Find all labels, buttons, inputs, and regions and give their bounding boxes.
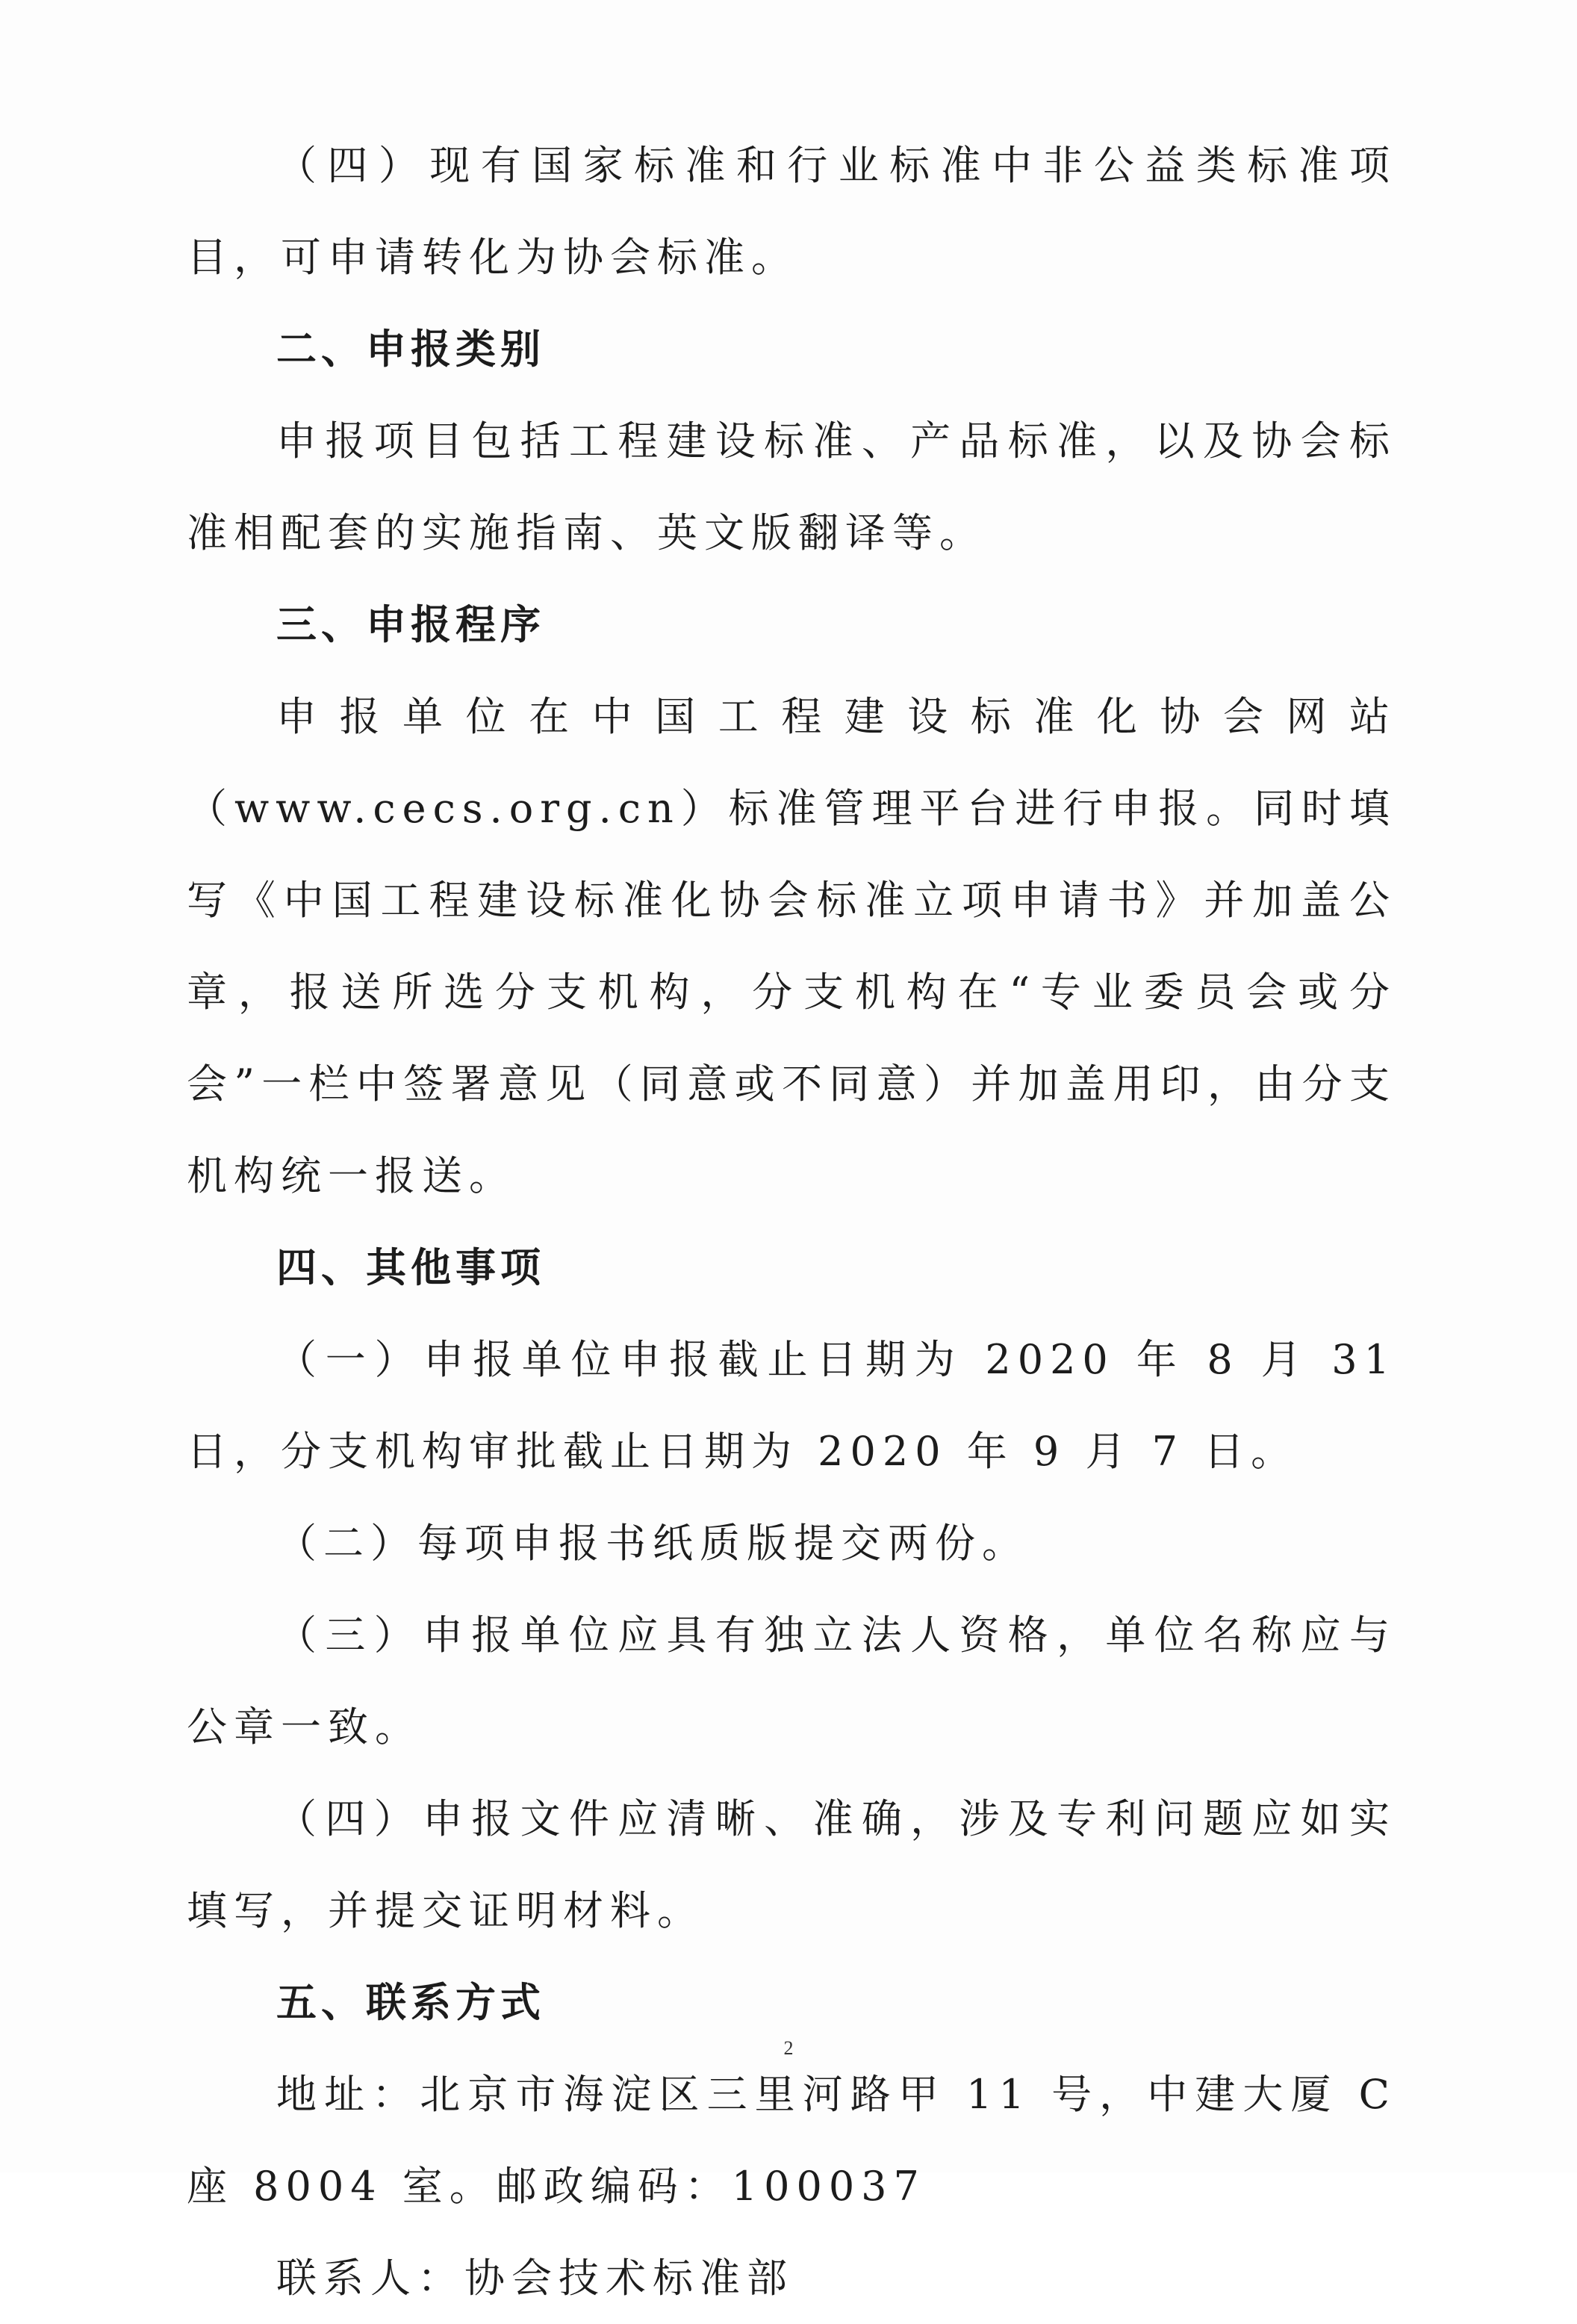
page-number: 2: [783, 2037, 794, 2059]
section-heading-application-procedure: 三、申报程序: [276, 601, 545, 648]
paragraph-item-4-standards-conversion: （四）现有国家标准和行业标准中非公益类标准项目，可申请转化为协会标准。: [187, 142, 1396, 281]
paragraph-paper-copies: （二）每项申报书纸质版提交两份。: [276, 1520, 1029, 1567]
paragraph-legal-entity: （三）申报单位应具有独立法人资格，单位名称应与公章一致。: [187, 1612, 1396, 1750]
paragraph-address: 地址：北京市海淀区三里河路甲 11 号，中建大厦 C 座 8004 室。邮政编码：100037: [187, 2071, 1396, 2210]
paragraph-documents-patents: （四）申报文件应清晰、准确，涉及专利问题应如实填写，并提交证明材料。: [187, 1795, 1396, 1934]
document-body: [187, 119, 1396, 2324]
paragraph-application-procedure: 申报单位在中国工程建设标准化协会网站（www.cecs.org.cn）标准管理平台进行申报。同时填写《中国工程建设标准化协会标准立项申请书》并加盖公章，报送所选分支机构，分支机构在“专业委员会或分会”一栏中签署意见（同意或不同意）并加盖用印，由分支机构统一报送。: [187, 693, 1396, 1199]
paragraph-contact-person: 联系人：协会技术标准部: [276, 2255, 794, 2302]
section-heading-contact: 五、联系方式: [276, 1979, 545, 2026]
section-heading-application-categories: 二、申报类别: [276, 326, 545, 373]
paragraph-application-categories: 申报项目包括工程建设标准、产品标准，以及协会标准相配套的实施指南、英文版翻译等。: [187, 417, 1396, 556]
paragraph-deadlines: （一）申报单位申报截止日期为 2020 年 8 月 31 日，分支机构审批截止日期为 2020 年 9 月 7 日。: [187, 1336, 1396, 1475]
section-heading-other-matters: 四、其他事项: [276, 1244, 545, 1291]
